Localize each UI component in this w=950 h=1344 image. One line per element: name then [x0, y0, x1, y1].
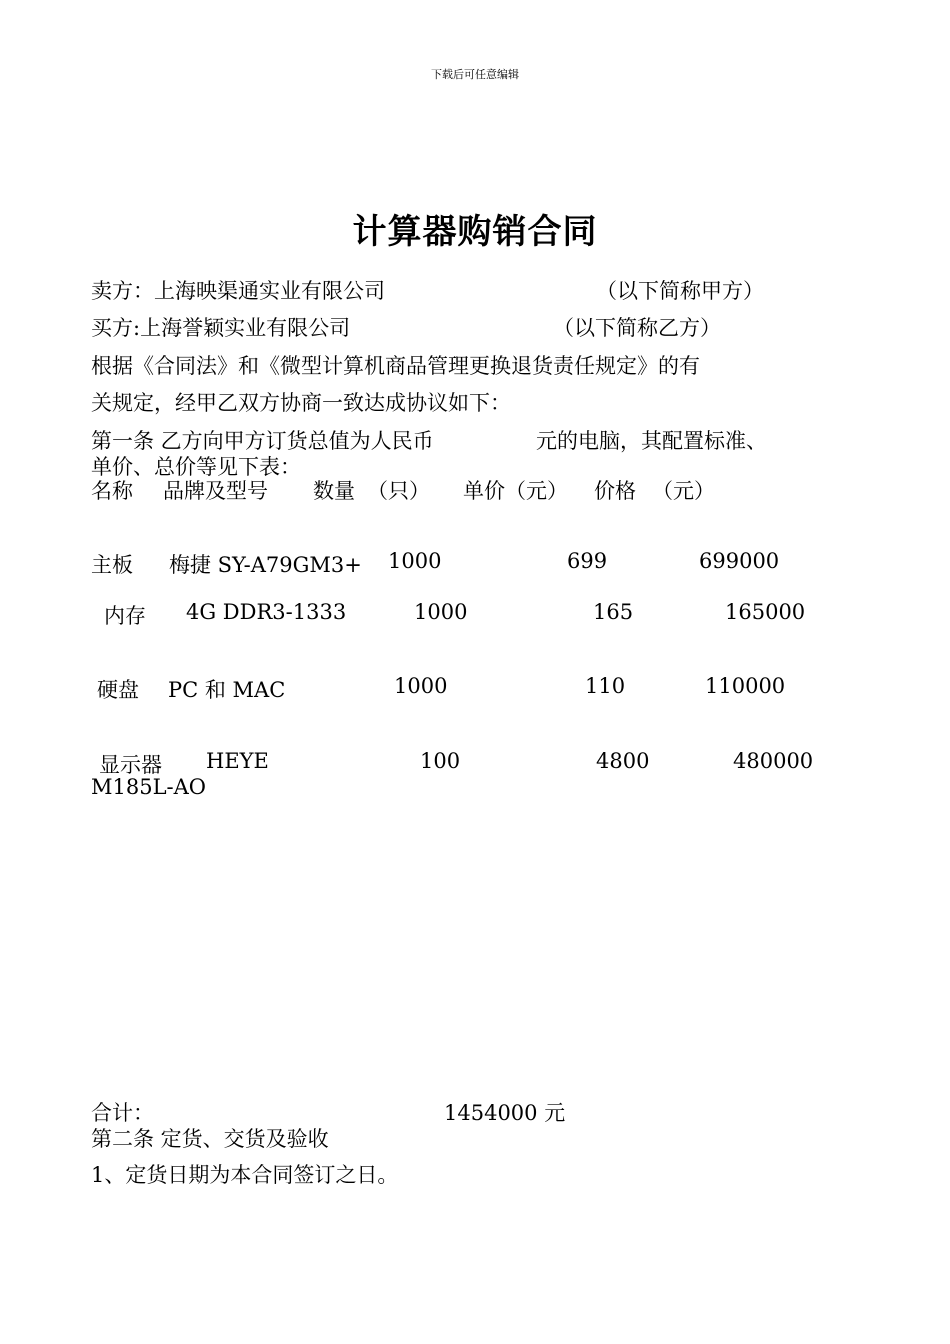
buyer-line: 买方:上海誉颖实业有限公司: [91, 316, 351, 340]
table-row-1-unit-price: 699: [567, 549, 608, 573]
table-header-model: 品牌及型号: [163, 479, 268, 503]
table-header-price: 价格: [594, 479, 636, 503]
table-row-3-price: 110000: [705, 674, 786, 698]
table-row-4-price: 480000: [733, 749, 814, 773]
article1-line-1b: 元的电脑，其配置标准、: [536, 429, 767, 453]
table-row-4-model: HEYE: [206, 749, 269, 773]
table-row-3-qty: 1000: [394, 674, 448, 698]
table-row-2-qty: 1000: [414, 600, 468, 624]
total-label: 合计：: [91, 1101, 154, 1125]
table-row-3-model: PC 和 MAC: [168, 678, 286, 702]
buyer-alias: （以下简称乙方）: [553, 316, 721, 340]
table-row-2-name: 内存: [104, 604, 146, 628]
table-row-4-qty: 100: [420, 749, 461, 773]
table-header-qty-unit: （只）: [367, 479, 430, 503]
table-header-price-unit: （元）: [652, 479, 715, 503]
table-row-2-price: 165000: [725, 600, 806, 624]
intro-line-1: 根据《合同法》和《微型计算机商品管理更换退货责任规定》的有: [91, 354, 700, 378]
article1-line-2: 单价、总价等见下表：: [91, 455, 301, 479]
article2-heading: 第二条 定货、交货及验收: [91, 1127, 329, 1151]
seller-alias: （以下简称甲方）: [596, 279, 764, 303]
table-header-name: 名称: [91, 479, 133, 503]
table-header-unit-price: 单价（元）: [463, 479, 568, 503]
document-title: 计算器购销合同: [352, 212, 598, 252]
table-row-1-qty: 1000: [388, 549, 442, 573]
table-row-2-model: 4G DDR3-1333: [186, 600, 347, 624]
intro-line-2: 关规定，经甲乙双方协商一致达成协议如下：: [91, 391, 511, 415]
table-row-4-model-cont: M185L-AO: [91, 775, 207, 799]
seller-line: 卖方：上海映渠通实业有限公司: [91, 279, 385, 303]
total-value: 1454000 元: [444, 1101, 566, 1125]
article1-line-1a: 第一条 乙方向甲方订货总值为人民币: [91, 429, 434, 453]
table-row-1-price: 699000: [699, 549, 780, 573]
table-row-1-name: 主板: [91, 553, 133, 577]
table-header-qty: 数量: [313, 479, 355, 503]
table-row-1-model: 梅捷 SY-A79GM3+: [169, 553, 362, 577]
article2-item-1: 1、定货日期为本合同签订之日。: [91, 1163, 399, 1187]
table-row-3-name: 硬盘: [97, 678, 139, 702]
table-row-4-name: 显示器: [99, 753, 162, 777]
header-note: 下载后可任意编辑: [431, 68, 519, 81]
table-row-3-unit-price: 110: [585, 674, 626, 698]
table-row-2-unit-price: 165: [593, 600, 634, 624]
table-row-4-unit-price: 4800: [596, 749, 650, 773]
